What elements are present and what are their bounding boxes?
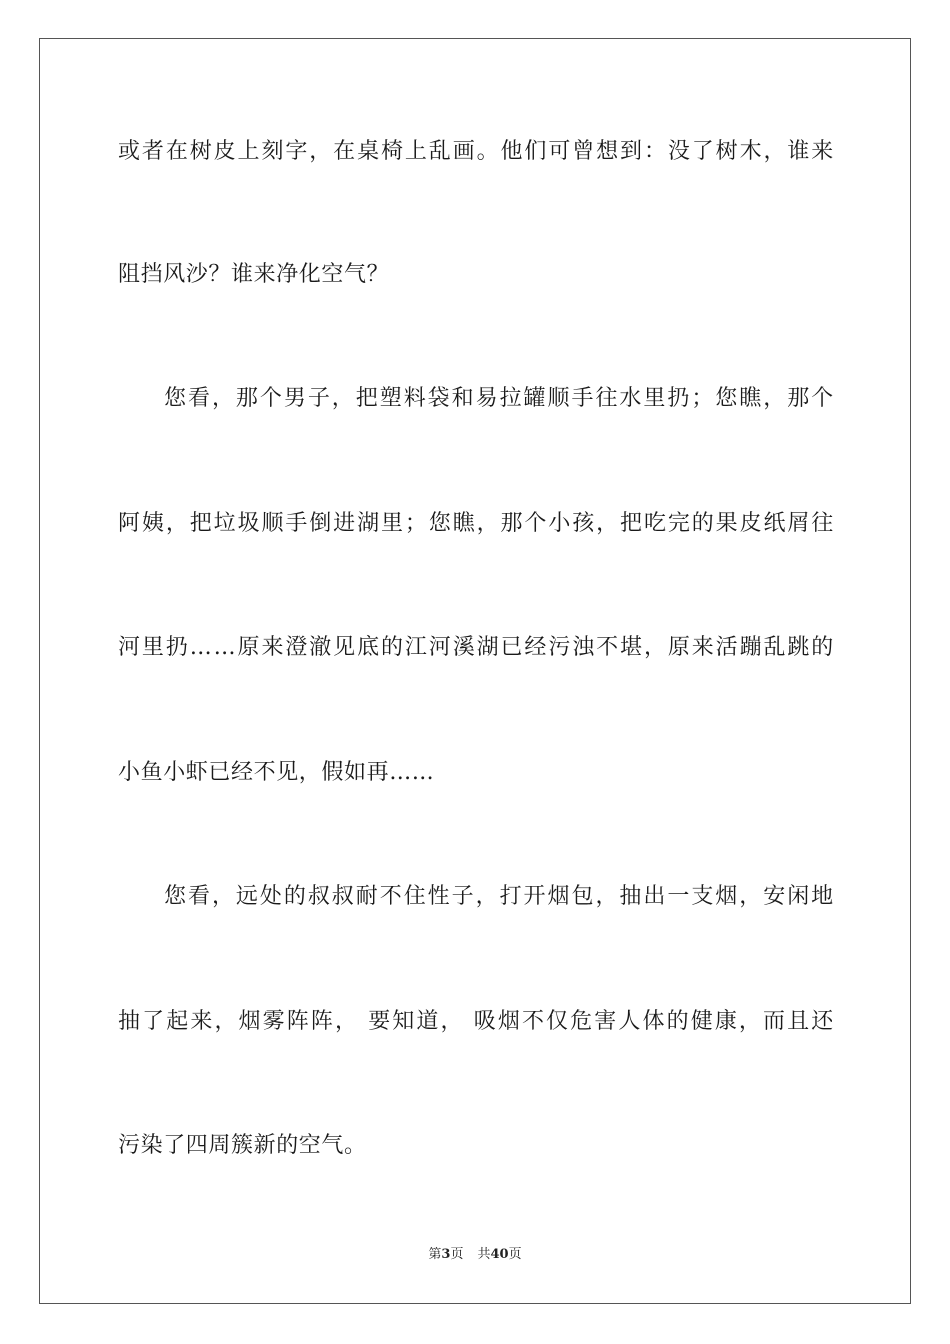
total-suffix: 页 [508,1247,522,1262]
text-line-4: 阿 姨 ， 把 垃 圾 顺 手 倒 进 湖 里 ； 您 瞧 ， 那 个 小 孩 ， 把 吃 完 的 果 皮 纸 屑 往 [118,511,834,536]
text-line-9: 污染了四周簇新的空气。 [118,1133,367,1158]
page-footer [0,1246,950,1264]
total-prefix: 共 [477,1247,491,1262]
text-line-3: 您 看 ， 那 个 男 子 ， 把 塑 料 袋 和 易 拉 罐 顺 手 往 水 里 扔 ； 您 瞧 ， 那 个 [164,386,834,411]
text-line-7: 您 看 ， 远 处 的 叔 叔 耐 不 住 性 子 ， 打 开 烟 包 ， 抽 出 一 支 烟 ， 安 闲 地 [164,884,834,909]
page-number: 3 [441,1247,451,1262]
text-line-6: 小鱼小虾已经不见，假如再…… [118,760,435,785]
page-border [39,38,911,1304]
text-line-5: 河 里 扔 … … 原 来 澄 澈 见 底 的 江 河 溪 湖 已 经 污 浊 不 堪 ， 原 来 活 蹦 乱 跳 的 [118,635,834,660]
text-line-8: 抽 了 起 来 ， 烟 雾 阵 阵 ， 要 知 道 ， 吸 烟 不 仅 危 害 人 体 的 健 康 ， 而 且 还 [118,1009,834,1034]
total-pages: 40 [490,1247,509,1262]
text-line-1: 或 者 在 树 皮 上 刻 字 ， 在 桌 椅 上 乱 画 。 他 们 可 曾 想 到 ： 没 了 树 木 ， 谁 来 [118,139,834,164]
page-suffix: 页 [450,1247,464,1262]
page-prefix: 第 [428,1247,442,1262]
text-line-2: 阻挡风沙？谁来净化空气？ [118,262,390,287]
